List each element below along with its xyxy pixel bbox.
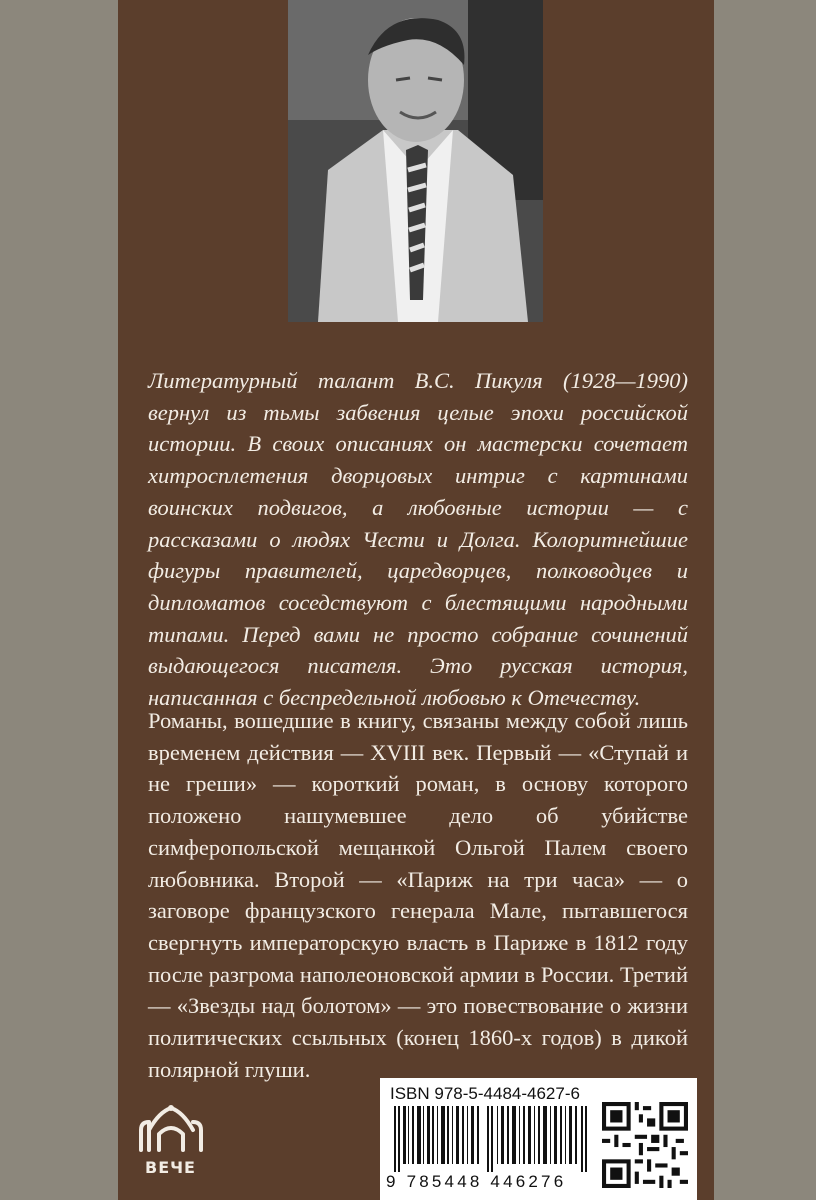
barcode-area xyxy=(380,1078,697,1200)
barcode-number: 9 785448 446276 xyxy=(386,1172,567,1191)
annotation-paragraph: Литературный талант В.С. Пикуля (1928—1990) вернул из тьмы забвения целые эпохи российской истории. В своих описаниях он мастерски сочетает хитросплетения дворцовых интриг с картинами воинских подвигов, а любовные истории — с рассказами о людях Чести и Долга. Колоритнейшие фигуры правителей, царедворцев, полководцев и дипломатов соседствуют с блестящими народными типами. Перед вами не просто собрание сочинений выдающегося писателя. Это русская история, написанная с беспредельной любовью к Отечеству. xyxy=(148,368,688,711)
veche-logo-icon xyxy=(133,1100,208,1160)
qr-code-icon xyxy=(602,1102,688,1188)
barcode xyxy=(392,1106,592,1172)
isbn-label: ISBN 978-5-4484-4627-6 xyxy=(390,1084,580,1103)
author-photo xyxy=(288,0,543,322)
annotation-paragraph: Романы, вошедшие в книгу, связаны между собой лишь временем действия — XVIII век. Первый — «Ступай и не греши» — короткий роман, в основу которого положено нашумевшее дело об убийстве симферопольской мещанкой Ольгой Палем своего любовника. Второй — «Париж на три часа» — о заговоре французского генерала Мале, пытавшегося свергнуть императорскую власть в Париже в 1812 году после разгрома наполеоновской армии в России. Третий — «Звезды над болотом» — это повествование о жизни политических ссыльных (конец 1860-х годов) в дикой полярной глуши. xyxy=(148,708,688,1082)
publisher-name: ВЕЧЕ xyxy=(145,1158,196,1177)
book-annotation xyxy=(148,705,688,1085)
author-annotation xyxy=(148,365,688,714)
